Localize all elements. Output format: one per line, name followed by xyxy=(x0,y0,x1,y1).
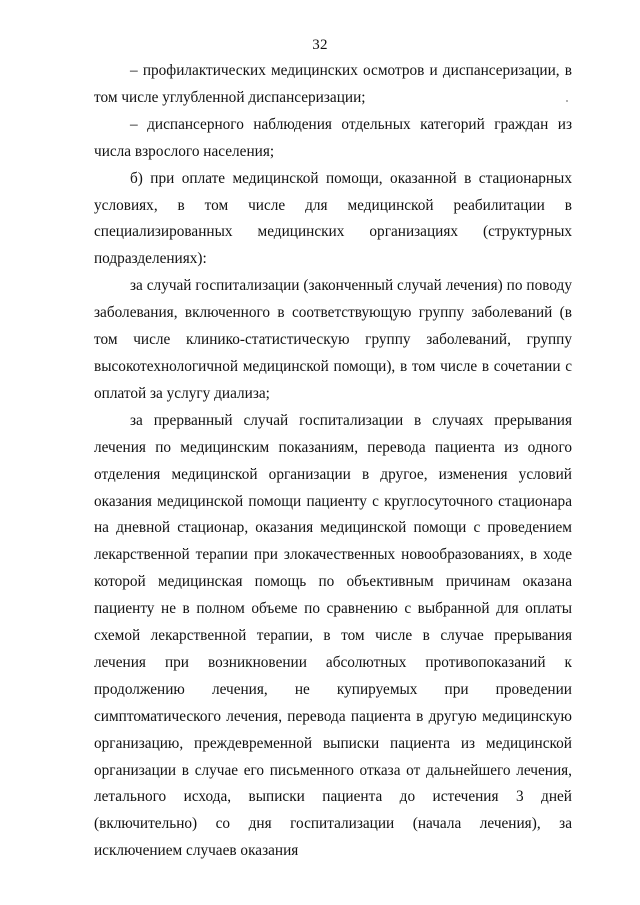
paragraph-interrupted-case: за прерванный случай госпитализации в случаях прерывания лечения по медицинским показаниям, перевода пациента из одного отделения медицинской организации в другое, изменения условий оказания медицинской помощи пациенту с круглосуточного стационара на дневной стационар, оказания медицинской помощи с проведением лекарственной терапии при злокачественных новообразованиях, в ходе которой медицинская помощь по объективным причинам оказана пациенту не в полном объеме по сравнению с выбранной для оплаты схемой лекарственной терапии, в том числе в случае прерывания лечения при возникновении абсолютных противопоказаний к продолжению лечения, не купируемых при проведении симптоматического лечения, перевода пациента в другую медицинскую организацию, преждевременной выписки пациента из медицинской организации в случае его письменного отказа от дальнейшего лечения, летального исхода, выписки пациента до истечения 3 дней (включительно) со дня госпитализации (начала лечения), за исключением случаев оказания xyxy=(94,411,572,860)
paragraph-inpatient-payment: б) при оплате медицинской помощи, оказанной в стационарных условиях, в том числе для медицинской реабилитации в специализированных медицинских организациях (структурных подразделениях): xyxy=(94,169,572,268)
paragraph-preventive-exams: – профилактических медицинских осмотров и диспансеризации, в том числе углубленной диспансеризации; xyxy=(94,62,572,106)
page-number: 32 xyxy=(312,37,328,53)
body-text xyxy=(94,58,572,865)
paragraph-hospitalization-case: за случай госпитализации (законченный случай лечения) по поводу заболевания, включенного в соответствующую группу заболеваний (в том числе клинико-статистическую группу заболеваний, группу высокотехнологичной медицинской помощи), в том числе в сочетании с оплатой за услугу диализа; xyxy=(94,277,572,402)
paragraph-dispensary-observation: – диспансерного наблюдения отдельных категорий граждан из числа взрослого населения; xyxy=(94,115,572,160)
